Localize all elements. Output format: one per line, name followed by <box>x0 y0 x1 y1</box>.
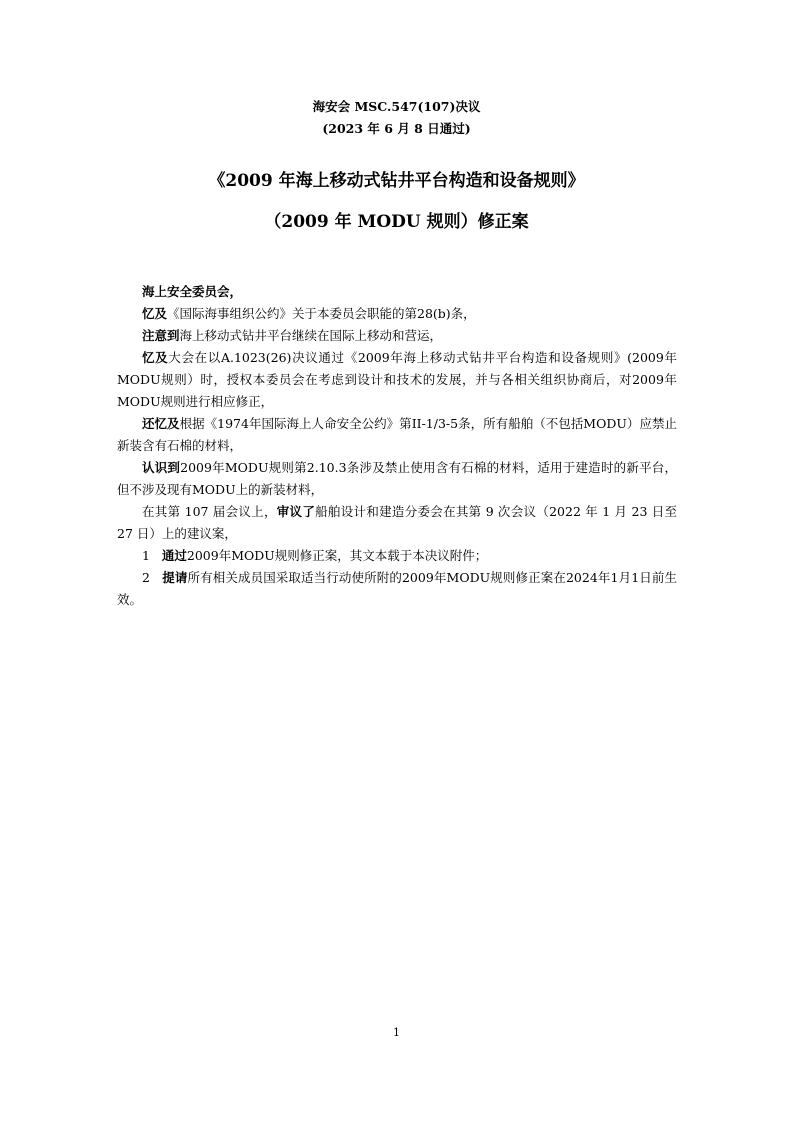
item-number: 2 <box>142 570 150 585</box>
preamble-paragraph <box>117 303 677 325</box>
adoption-date: (2023 年 6 月 8 日通过) <box>322 121 471 136</box>
preamble-paragraph <box>117 325 677 347</box>
keyword: 还忆及 <box>142 416 180 431</box>
operative-item <box>117 545 677 567</box>
paragraph-lead: 在其第 107 届会议上， <box>142 504 277 519</box>
keyword: 忆及 <box>142 306 168 321</box>
resolution-body <box>117 281 677 611</box>
keyword: 审议了 <box>276 504 316 519</box>
item-number: 1 <box>142 548 150 563</box>
preamble-paragraph <box>117 347 677 413</box>
preamble-paragraph <box>117 413 677 457</box>
paragraph-text: 大会在以A.1023(26)决议通过《2009年海上移动式钻井平台构造和设备规则》(2009年MODU规则）时，授权本委员会在考虑到设计和技术的发展，并与各相关组织协商后，对2009年MODU规则进行相应修正， <box>117 350 677 409</box>
keyword: 提请 <box>162 570 188 585</box>
keyword: 通过 <box>161 548 187 563</box>
committee-name: 海上安全委员会， <box>142 284 243 299</box>
preamble-paragraph <box>117 457 677 501</box>
paragraph-text: 所有相关成员国采取适当行动使所附的2009年MODU规则修正案在2024年1月1日前生效。 <box>117 570 677 607</box>
paragraph-text: 根据《1974年国际海上人命安全公约》第II-1/3-5条，所有船舶（不包括MODU）应禁止新装含有石棉的材料， <box>117 416 677 453</box>
paragraph-text: 2009年MODU规则第2.10.3条涉及禁止使用含有石棉的材料，适用于建造时的新平台，但不涉及现有MODU上的新装材料， <box>117 460 677 497</box>
paragraph-text: 《国际海事组织公约》关于本委员会职能的第28(b)条， <box>167 306 476 321</box>
paragraph-text: 2009年MODU规则修正案，其文本载于本决议附件； <box>186 548 488 563</box>
operative-item <box>117 567 677 611</box>
document-title: 《2009 年海上移动式钻井平台构造和设备规则》 <box>208 171 585 191</box>
document-subtitle: （2009 年 MODU 规则）修正案 <box>264 212 529 232</box>
page-number: 1 <box>393 1026 400 1039</box>
keyword: 忆及 <box>142 350 169 365</box>
paragraph-text: 海上移动式钻井平台继续在国际上移动和营运， <box>179 328 443 343</box>
resolution-number: 海安会 MSC.547(107)决议 <box>312 99 481 114</box>
keyword: 注意到 <box>142 328 180 343</box>
paragraph-text: 船舶设计和建造分委会在其第 9 次会议（2022 年 1 月 23 日至 27 日）上的建议案， <box>117 504 677 541</box>
preamble-paragraph <box>117 501 677 545</box>
keyword: 认识到 <box>142 460 181 475</box>
